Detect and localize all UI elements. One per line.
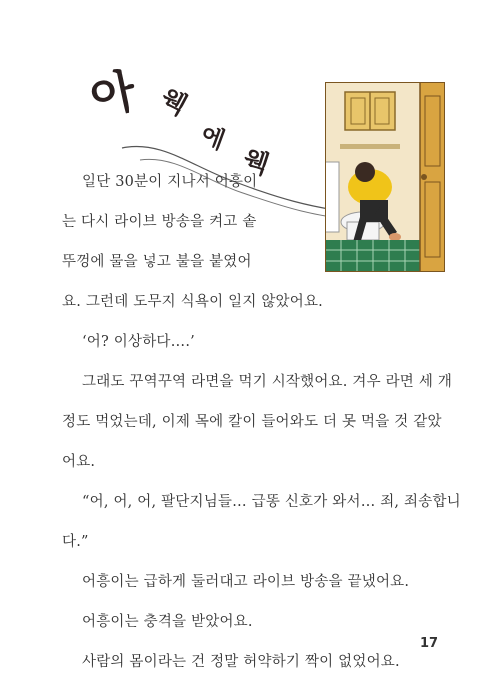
text-line-4: 요. 그런데 도무지 식욕이 일지 않았어요. — [62, 294, 323, 310]
text-line-13: 사람의 몸이라는 건 정말 허약하기 짝이 없었어요. — [82, 654, 400, 670]
page-number: 17 — [420, 636, 439, 651]
text-line-5: ‘어? 이상하다….’ — [82, 334, 195, 350]
text-line-6: 그래도 꾸역꾸역 라면을 먹기 시작했어요. 겨우 라면 세 개 — [82, 374, 453, 390]
sfx-char-3: 에 — [197, 120, 229, 155]
bathroom-illustration — [325, 82, 445, 272]
text-line-12: 어흥이는 충격을 받았어요. — [82, 614, 253, 630]
sfx-char-4: 웩 — [239, 144, 273, 182]
text-line-2: 는 다시 라이브 방송을 켜고 솥 — [62, 214, 257, 230]
sfx-char-2: 웩 — [155, 83, 192, 122]
sfx-char-1: 아 — [85, 62, 141, 125]
text-line-7: 정도 먹었는데, 이제 목에 칼이 들어와도 더 못 먹을 것 같았 — [62, 414, 442, 430]
text-line-9: “어, 어, 어, 팔단지님들… 급똥 신호가 와서… 죄, 죄송합니 — [82, 494, 461, 510]
text-line-10: 다.” — [62, 534, 89, 550]
text-line-1: 일단 30분이 지나서 어흥이 — [82, 174, 258, 190]
text-line-11: 어흥이는 급하게 둘러대고 라이브 방송을 끝냈어요. — [82, 574, 410, 590]
text-line-3: 뚜껑에 물을 넣고 불을 붙였어 — [62, 254, 252, 270]
text-line-8: 어요. — [62, 454, 96, 470]
